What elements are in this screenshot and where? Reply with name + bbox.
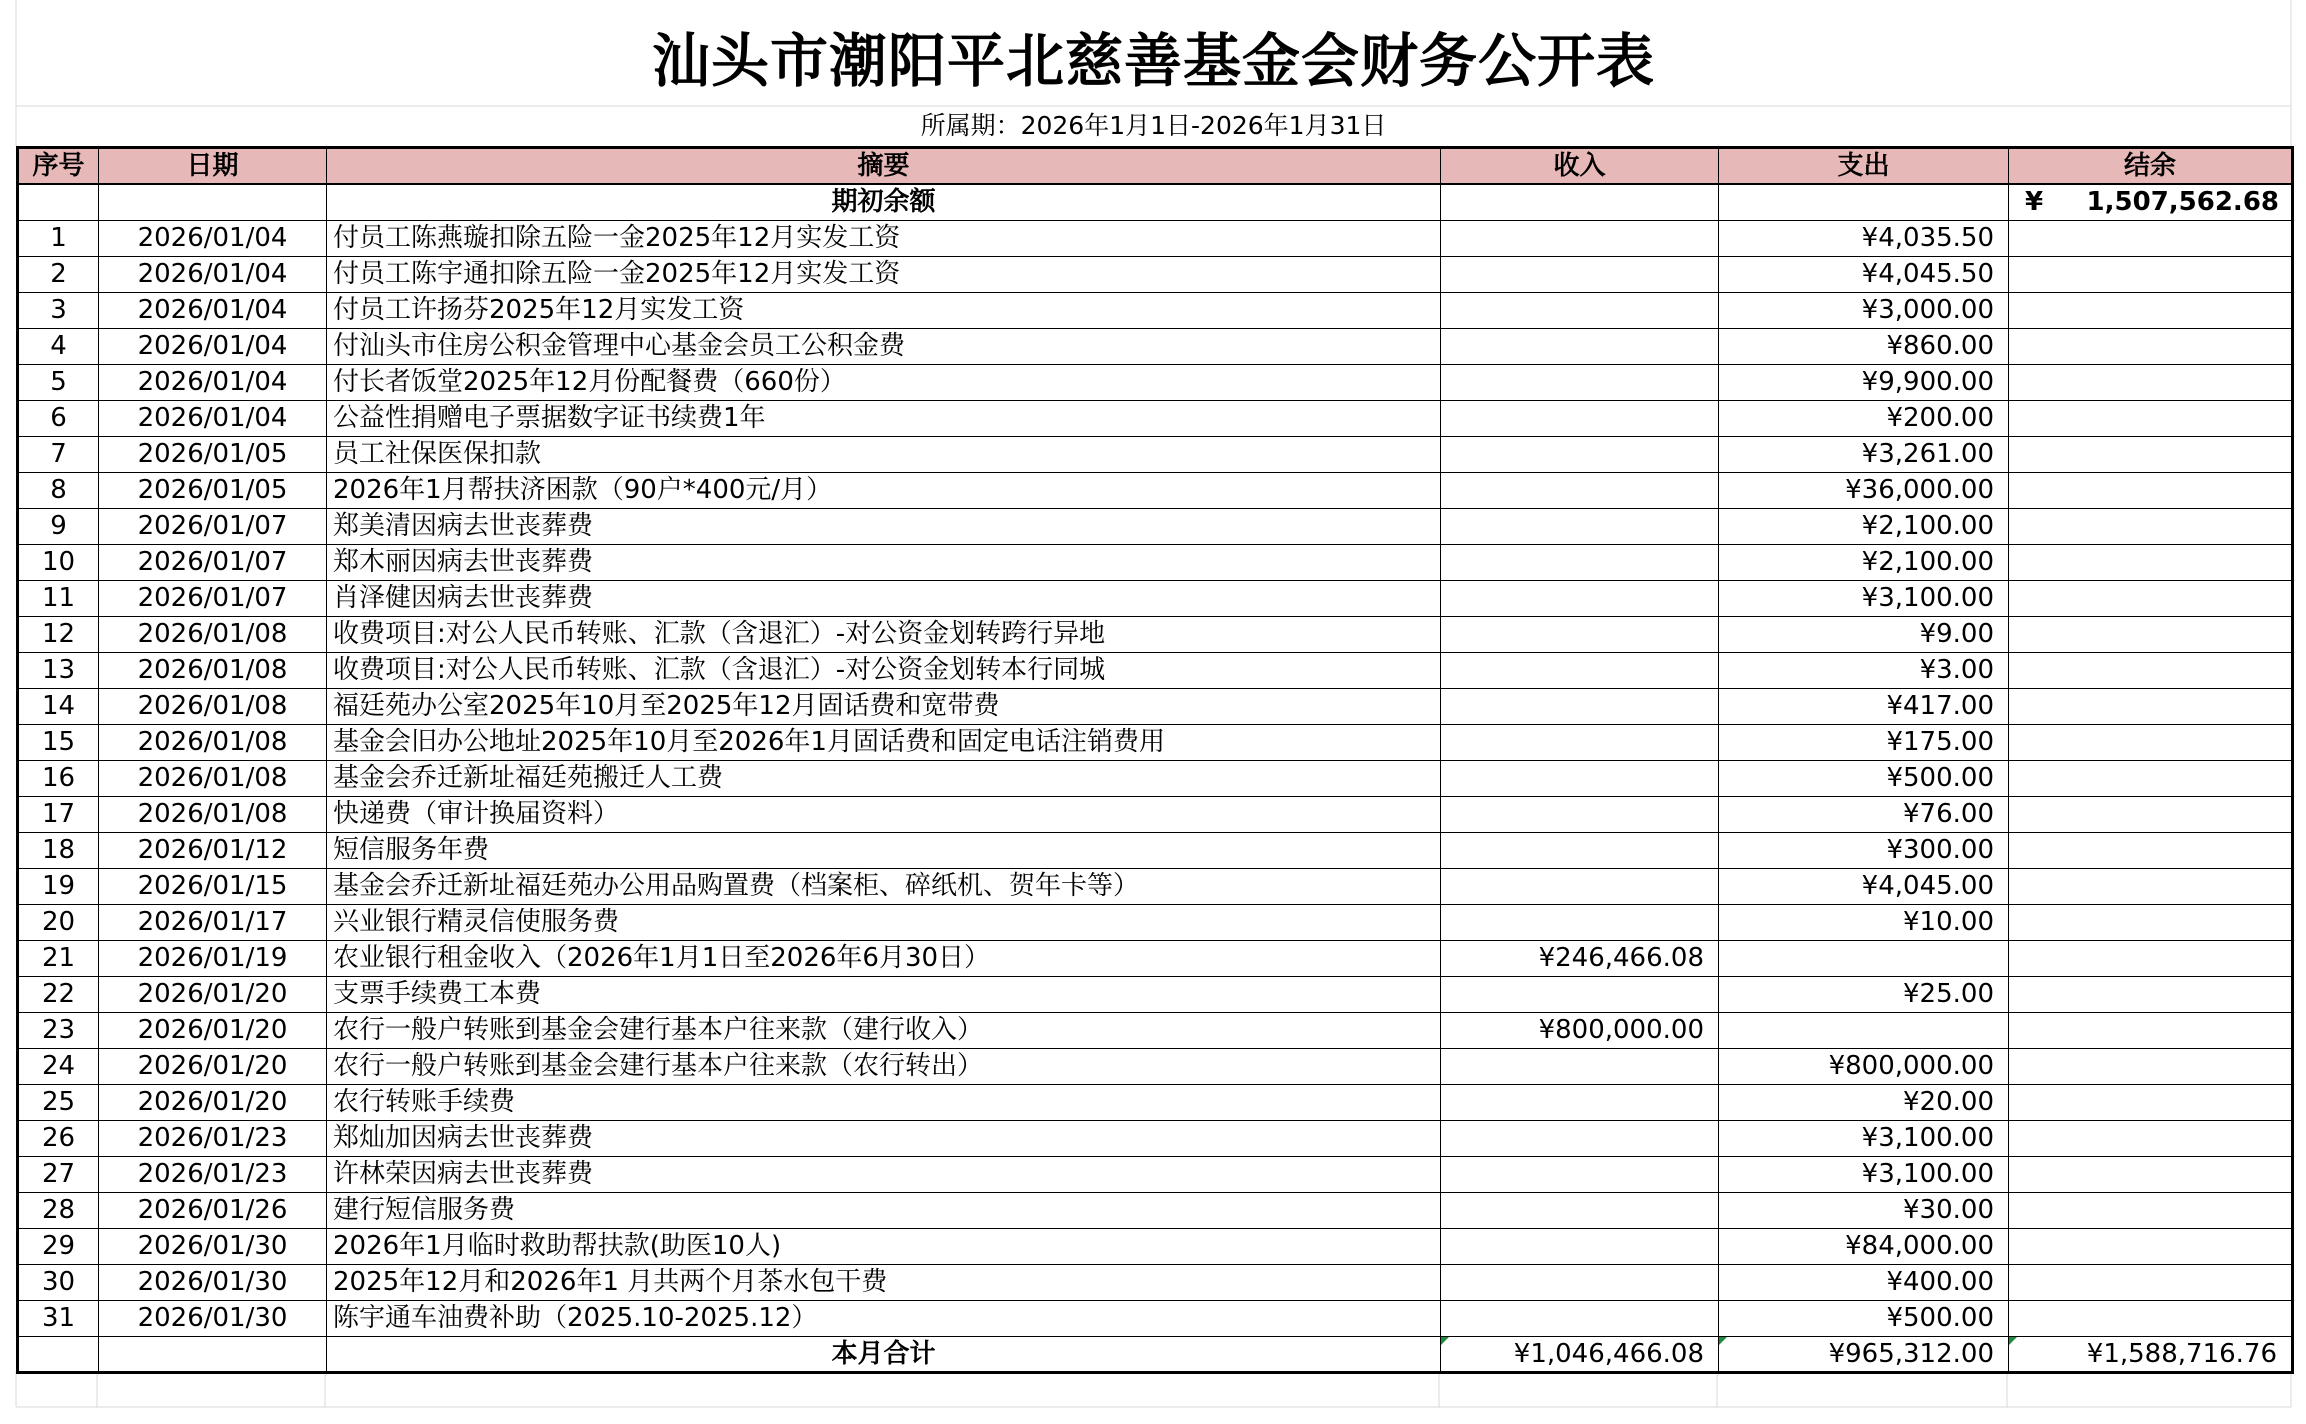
row-date-cell[interactable]: 2026/01/30: [99, 1264, 327, 1300]
row-desc-cell[interactable]: 许林荣因病去世丧葬费: [327, 1156, 1441, 1192]
row-seq-cell[interactable]: 22: [18, 976, 99, 1012]
table-row: [18, 688, 2293, 724]
row-date-cell[interactable]: 2026/01/20: [99, 1012, 327, 1048]
row-income-cell[interactable]: [1441, 544, 1719, 580]
row-expense-cell[interactable]: ¥4,035.50: [1719, 220, 2009, 256]
total-balance-value: ¥1,588,716.76: [2086, 1338, 2277, 1369]
row-income-cell[interactable]: [1441, 1048, 1719, 1084]
row-balance-cell[interactable]: [2009, 1156, 2293, 1192]
row-seq-cell[interactable]: 14: [18, 688, 99, 724]
row-seq-cell[interactable]: 9: [18, 508, 99, 544]
row-balance-cell[interactable]: [2009, 1192, 2293, 1228]
row-balance-cell[interactable]: [2009, 544, 2293, 580]
row-income-cell[interactable]: [1441, 220, 1719, 256]
row-income-cell[interactable]: [1441, 1228, 1719, 1264]
row-seq-cell[interactable]: 7: [18, 436, 99, 472]
row-desc-cell[interactable]: 基金会旧办公地址2025年10月至2026年1月固话费和固定电话注销费用: [327, 724, 1441, 760]
row-balance-cell[interactable]: [2009, 652, 2293, 688]
row-seq-cell[interactable]: 21: [18, 940, 99, 976]
row-date-cell[interactable]: 2026/01/12: [99, 832, 327, 868]
row-income-cell[interactable]: [1441, 652, 1719, 688]
table-cell[interactable]: [99, 184, 327, 220]
row-desc-cell[interactable]: 付长者饭堂2025年12月份配餐费（660份）: [327, 364, 1441, 400]
row-date-cell[interactable]: 2026/01/26: [99, 1192, 327, 1228]
row-balance-cell[interactable]: [2009, 1084, 2293, 1120]
table-row: [18, 1012, 2293, 1048]
row-expense-cell[interactable]: ¥3,261.00: [1719, 436, 2009, 472]
row-date-cell[interactable]: 2026/01/08: [99, 796, 327, 832]
row-income-cell[interactable]: [1441, 1120, 1719, 1156]
row-desc-cell[interactable]: 付员工陈燕璇扣除五险一金2025年12月实发工资: [327, 220, 1441, 256]
row-income-cell[interactable]: [1441, 436, 1719, 472]
row-income-cell[interactable]: [1441, 904, 1719, 940]
row-seq-cell[interactable]: 30: [18, 1264, 99, 1300]
table-row: [18, 256, 2293, 292]
row-balance-cell[interactable]: [2009, 688, 2293, 724]
row-expense-cell[interactable]: ¥3,100.00: [1719, 580, 2009, 616]
row-date-cell[interactable]: 2026/01/15: [99, 868, 327, 904]
row-balance-cell[interactable]: [2009, 400, 2293, 436]
row-desc-cell[interactable]: 建行短信服务费: [327, 1192, 1441, 1228]
reporting-period: 所属期：2026年1月1日-2026年1月31日: [920, 111, 1387, 140]
total-label[interactable]: 本月合计: [327, 1336, 1441, 1372]
table-row: [18, 1120, 2293, 1156]
row-balance-cell[interactable]: [2009, 868, 2293, 904]
row-seq-cell[interactable]: 1: [18, 220, 99, 256]
page-title: 汕头市潮阳平北慈善基金会财务公开表: [651, 27, 1655, 95]
row-desc-cell[interactable]: 郑木丽因病去世丧葬费: [327, 544, 1441, 580]
row-expense-cell[interactable]: ¥2,100.00: [1719, 544, 2009, 580]
row-date-cell[interactable]: 2026/01/04: [99, 220, 327, 256]
row-seq-cell[interactable]: 2: [18, 256, 99, 292]
table-row: [18, 436, 2293, 472]
row-date-cell[interactable]: 2026/01/04: [99, 292, 327, 328]
row-date-cell[interactable]: 2026/01/20: [99, 1048, 327, 1084]
row-income-cell[interactable]: [1441, 472, 1719, 508]
total-balance[interactable]: [2009, 1336, 2293, 1372]
row-balance-cell[interactable]: [2009, 1264, 2293, 1300]
row-expense-cell[interactable]: ¥300.00: [1719, 832, 2009, 868]
row-seq-cell[interactable]: 27: [18, 1156, 99, 1192]
error-indicator-icon: [2009, 1337, 2017, 1345]
row-income-cell[interactable]: [1441, 976, 1719, 1012]
opening-balance-label[interactable]: 期初余额: [327, 184, 1441, 220]
row-expense-cell[interactable]: ¥10.00: [1719, 904, 2009, 940]
row-date-cell[interactable]: 2026/01/30: [99, 1300, 327, 1336]
row-desc-cell[interactable]: 兴业银行精灵信使服务费: [327, 904, 1441, 940]
row-seq-cell[interactable]: 6: [18, 400, 99, 436]
row-seq-cell[interactable]: 19: [18, 868, 99, 904]
row-balance-cell[interactable]: [2009, 760, 2293, 796]
row-desc-cell[interactable]: 支票手续费工本费: [327, 976, 1441, 1012]
row-date-cell[interactable]: 2026/01/08: [99, 652, 327, 688]
row-expense-cell[interactable]: ¥3,100.00: [1719, 1156, 2009, 1192]
row-expense-cell[interactable]: ¥4,045.50: [1719, 256, 2009, 292]
row-date-cell[interactable]: 2026/01/05: [99, 472, 327, 508]
row-seq-cell[interactable]: 12: [18, 616, 99, 652]
row-balance-cell[interactable]: [2009, 904, 2293, 940]
row-desc-cell[interactable]: 2025年12月和2026年1 月共两个月茶水包干费: [327, 1264, 1441, 1300]
table-row: [18, 1228, 2293, 1264]
row-income-cell[interactable]: [1441, 256, 1719, 292]
table-cell[interactable]: [1719, 184, 2009, 220]
table-row: [18, 976, 2293, 1012]
table-row: [18, 400, 2293, 436]
table-row: [18, 724, 2293, 760]
row-income-cell[interactable]: ¥246,466.08: [1441, 940, 1719, 976]
row-seq-cell[interactable]: 3: [18, 292, 99, 328]
row-income-cell[interactable]: [1441, 832, 1719, 868]
column-header-date[interactable]: 日期: [99, 148, 327, 185]
row-desc-cell[interactable]: 福廷苑办公室2025年10月至2025年12月固话费和宽带费: [327, 688, 1441, 724]
row-balance-cell[interactable]: [2009, 220, 2293, 256]
total-income[interactable]: [1441, 1336, 1719, 1372]
row-desc-cell[interactable]: 公益性捐赠电子票据数字证书续费1年: [327, 400, 1441, 436]
table-row: [18, 832, 2293, 868]
row-balance-cell[interactable]: [2009, 616, 2293, 652]
row-expense-cell[interactable]: ¥36,000.00: [1719, 472, 2009, 508]
row-income-cell[interactable]: [1441, 760, 1719, 796]
row-date-cell[interactable]: 2026/01/08: [99, 760, 327, 796]
row-balance-cell[interactable]: [2009, 796, 2293, 832]
row-income-cell[interactable]: [1441, 1084, 1719, 1120]
table-row: [18, 328, 2293, 364]
row-desc-cell[interactable]: 付汕头市住房公积金管理中心基金会员工公积金费: [327, 328, 1441, 364]
row-expense-cell[interactable]: ¥76.00: [1719, 796, 2009, 832]
table-row: [18, 472, 2293, 508]
row-seq-cell[interactable]: 11: [18, 580, 99, 616]
row-desc-cell[interactable]: 短信服务年费: [327, 832, 1441, 868]
row-seq-cell[interactable]: 4: [18, 328, 99, 364]
table-row: [18, 868, 2293, 904]
row-income-cell[interactable]: [1441, 364, 1719, 400]
column-header-expense[interactable]: 支出: [1719, 148, 2009, 185]
row-seq-cell[interactable]: 17: [18, 796, 99, 832]
row-income-cell[interactable]: [1441, 580, 1719, 616]
row-desc-cell[interactable]: 农行一般户转账到基金会建行基本户往来款（建行收入）: [327, 1012, 1441, 1048]
row-seq-cell[interactable]: 13: [18, 652, 99, 688]
table-cell[interactable]: [1441, 184, 1719, 220]
row-desc-cell[interactable]: 付员工许扬芬2025年12月实发工资: [327, 292, 1441, 328]
row-balance-cell[interactable]: [2009, 724, 2293, 760]
row-date-cell[interactable]: 2026/01/04: [99, 364, 327, 400]
row-expense-cell[interactable]: ¥9.00: [1719, 616, 2009, 652]
finance-ledger-table: [16, 146, 2294, 1374]
row-desc-cell[interactable]: 收费项目:对公人民币转账、汇款（含退汇）-对公资金划转本行同城: [327, 652, 1441, 688]
row-balance-cell[interactable]: [2009, 1228, 2293, 1264]
row-seq-cell[interactable]: 15: [18, 724, 99, 760]
row-date-cell[interactable]: 2026/01/23: [99, 1156, 327, 1192]
row-seq-cell[interactable]: 23: [18, 1012, 99, 1048]
row-date-cell[interactable]: 2026/01/04: [99, 256, 327, 292]
row-expense-cell[interactable]: ¥30.00: [1719, 1192, 2009, 1228]
table-row: [18, 1192, 2293, 1228]
row-expense-cell[interactable]: ¥25.00: [1719, 976, 2009, 1012]
row-income-cell[interactable]: [1441, 328, 1719, 364]
row-date-cell[interactable]: 2026/01/20: [99, 1084, 327, 1120]
row-date-cell[interactable]: 2026/01/23: [99, 1120, 327, 1156]
row-balance-cell[interactable]: [2009, 1048, 2293, 1084]
row-expense-cell[interactable]: ¥500.00: [1719, 760, 2009, 796]
column-header-desc[interactable]: 摘要: [327, 148, 1441, 185]
row-date-cell[interactable]: 2026/01/07: [99, 508, 327, 544]
column-header-income[interactable]: 收入: [1441, 148, 1719, 185]
row-expense-cell[interactable]: ¥3.00: [1719, 652, 2009, 688]
table-row: [18, 1156, 2293, 1192]
row-income-cell[interactable]: [1441, 400, 1719, 436]
opening-balance-cell[interactable]: [2009, 184, 2293, 220]
row-desc-cell[interactable]: 收费项目:对公人民币转账、汇款（含退汇）-对公资金划转跨行异地: [327, 616, 1441, 652]
opening-balance-currency: ¥: [2025, 187, 2044, 218]
row-expense-cell[interactable]: ¥417.00: [1719, 688, 2009, 724]
table-row: [18, 364, 2293, 400]
row-date-cell[interactable]: 2026/01/08: [99, 688, 327, 724]
table-row: [18, 508, 2293, 544]
row-date-cell[interactable]: 2026/01/04: [99, 400, 327, 436]
table-row: [18, 616, 2293, 652]
table-row: [18, 940, 2293, 976]
row-seq-cell[interactable]: 10: [18, 544, 99, 580]
row-income-cell[interactable]: [1441, 796, 1719, 832]
row-date-cell[interactable]: 2026/01/17: [99, 904, 327, 940]
row-date-cell[interactable]: 2026/01/05: [99, 436, 327, 472]
header-row: [18, 148, 2293, 185]
row-date-cell[interactable]: 2026/01/08: [99, 724, 327, 760]
row-expense-cell[interactable]: ¥84,000.00: [1719, 1228, 2009, 1264]
opening-balance-row: [18, 184, 2293, 220]
row-desc-cell[interactable]: 农行转账手续费: [327, 1084, 1441, 1120]
row-income-cell[interactable]: [1441, 616, 1719, 652]
row-seq-cell[interactable]: 18: [18, 832, 99, 868]
row-date-cell[interactable]: 2026/01/07: [99, 544, 327, 580]
row-balance-cell[interactable]: [2009, 1300, 2293, 1336]
row-seq-cell[interactable]: 29: [18, 1228, 99, 1264]
row-balance-cell[interactable]: [2009, 364, 2293, 400]
row-balance-cell[interactable]: [2009, 1012, 2293, 1048]
row-desc-cell[interactable]: 肖泽健因病去世丧葬费: [327, 580, 1441, 616]
row-expense-cell[interactable]: [1719, 1012, 2009, 1048]
column-header-balance[interactable]: 结余: [2009, 148, 2293, 185]
row-income-cell[interactable]: [1441, 1300, 1719, 1336]
row-balance-cell[interactable]: [2009, 256, 2293, 292]
monthly-total-row: [18, 1336, 2293, 1372]
row-date-cell[interactable]: 2026/01/30: [99, 1228, 327, 1264]
row-desc-cell[interactable]: 郑灿加因病去世丧葬费: [327, 1120, 1441, 1156]
row-income-cell[interactable]: ¥800,000.00: [1441, 1012, 1719, 1048]
row-expense-cell[interactable]: ¥200.00: [1719, 400, 2009, 436]
row-desc-cell[interactable]: 2026年1月临时救助帮扶款(助医10人): [327, 1228, 1441, 1264]
row-balance-cell[interactable]: [2009, 1120, 2293, 1156]
row-date-cell[interactable]: 2026/01/08: [99, 616, 327, 652]
row-desc-cell[interactable]: 付员工陈宇通扣除五险一金2025年12月实发工资: [327, 256, 1441, 292]
error-indicator-icon: [1441, 1337, 1449, 1345]
row-desc-cell[interactable]: 员工社保医保扣款: [327, 436, 1441, 472]
row-balance-cell[interactable]: [2009, 580, 2293, 616]
row-balance-cell[interactable]: [2009, 508, 2293, 544]
row-seq-cell[interactable]: 20: [18, 904, 99, 940]
total-expense-value: ¥965,312.00: [1828, 1338, 1994, 1369]
row-income-cell[interactable]: [1441, 1156, 1719, 1192]
row-income-cell[interactable]: [1441, 508, 1719, 544]
row-income-cell[interactable]: [1441, 1192, 1719, 1228]
row-expense-cell[interactable]: ¥2,100.00: [1719, 508, 2009, 544]
row-desc-cell[interactable]: 陈宇通车油费补助（2025.10-2025.12）: [327, 1300, 1441, 1336]
row-income-cell[interactable]: [1441, 688, 1719, 724]
row-expense-cell[interactable]: ¥500.00: [1719, 1300, 2009, 1336]
table-row: [18, 904, 2293, 940]
row-balance-cell[interactable]: [2009, 976, 2293, 1012]
row-expense-cell[interactable]: ¥860.00: [1719, 328, 2009, 364]
row-desc-cell[interactable]: 基金会乔迁新址福廷苑办公用品购置费（档案柜、碎纸机、贺年卡等）: [327, 868, 1441, 904]
total-expense[interactable]: [1719, 1336, 2009, 1372]
opening-balance-amount: 1,507,562.68: [2086, 187, 2279, 218]
column-header-seq[interactable]: 序号: [18, 148, 99, 185]
empty-row: [16, 1371, 2291, 1407]
row-desc-cell[interactable]: 农业银行租金收入（2026年1月1日至2026年6月30日）: [327, 940, 1441, 976]
row-balance-cell[interactable]: [2009, 832, 2293, 868]
row-expense-cell[interactable]: ¥3,100.00: [1719, 1120, 2009, 1156]
row-expense-cell[interactable]: ¥400.00: [1719, 1264, 2009, 1300]
row-date-cell[interactable]: 2026/01/07: [99, 580, 327, 616]
table-row: [18, 760, 2293, 796]
row-income-cell[interactable]: [1441, 292, 1719, 328]
table-row: [18, 580, 2293, 616]
total-income-value: ¥1,046,466.08: [1513, 1338, 1704, 1369]
row-date-cell[interactable]: 2026/01/20: [99, 976, 327, 1012]
row-expense-cell[interactable]: ¥9,900.00: [1719, 364, 2009, 400]
table-row: [18, 544, 2293, 580]
row-expense-cell[interactable]: ¥800,000.00: [1719, 1048, 2009, 1084]
row-desc-cell[interactable]: 农行一般户转账到基金会建行基本户往来款（农行转出）: [327, 1048, 1441, 1084]
row-seq-cell[interactable]: 26: [18, 1120, 99, 1156]
table-cell[interactable]: [18, 1336, 99, 1372]
table-row: [18, 1084, 2293, 1120]
row-expense-cell[interactable]: ¥175.00: [1719, 724, 2009, 760]
row-seq-cell[interactable]: 31: [18, 1300, 99, 1336]
table-row: [18, 796, 2293, 832]
row-expense-cell[interactable]: [1719, 940, 2009, 976]
table-row: [18, 1300, 2293, 1336]
table-row: [18, 1048, 2293, 1084]
row-desc-cell[interactable]: 基金会乔迁新址福廷苑搬迁人工费: [327, 760, 1441, 796]
row-date-cell[interactable]: 2026/01/19: [99, 940, 327, 976]
row-seq-cell[interactable]: 28: [18, 1192, 99, 1228]
row-seq-cell[interactable]: 16: [18, 760, 99, 796]
row-income-cell[interactable]: [1441, 724, 1719, 760]
row-seq-cell[interactable]: 25: [18, 1084, 99, 1120]
table-row: [18, 652, 2293, 688]
table-cell[interactable]: [99, 1336, 327, 1372]
row-expense-cell[interactable]: ¥20.00: [1719, 1084, 2009, 1120]
row-balance-cell[interactable]: [2009, 328, 2293, 364]
row-balance-cell[interactable]: [2009, 436, 2293, 472]
error-indicator-icon: [1719, 1337, 1727, 1345]
row-desc-cell[interactable]: 快递费（审计换届资料）: [327, 796, 1441, 832]
row-balance-cell[interactable]: [2009, 292, 2293, 328]
row-expense-cell[interactable]: ¥4,045.00: [1719, 868, 2009, 904]
row-balance-cell[interactable]: [2009, 940, 2293, 976]
row-desc-cell[interactable]: 2026年1月帮扶济困款（90户*400元/月）: [327, 472, 1441, 508]
row-income-cell[interactable]: [1441, 868, 1719, 904]
row-seq-cell[interactable]: 8: [18, 472, 99, 508]
table-cell[interactable]: [18, 184, 99, 220]
row-expense-cell[interactable]: ¥3,000.00: [1719, 292, 2009, 328]
row-date-cell[interactable]: 2026/01/04: [99, 328, 327, 364]
table-row: [18, 220, 2293, 256]
table-row: [18, 292, 2293, 328]
row-balance-cell[interactable]: [2009, 472, 2293, 508]
row-seq-cell[interactable]: 5: [18, 364, 99, 400]
row-seq-cell[interactable]: 24: [18, 1048, 99, 1084]
table-row: [18, 1264, 2293, 1300]
row-desc-cell[interactable]: 郑美清因病去世丧葬费: [327, 508, 1441, 544]
row-income-cell[interactable]: [1441, 1264, 1719, 1300]
